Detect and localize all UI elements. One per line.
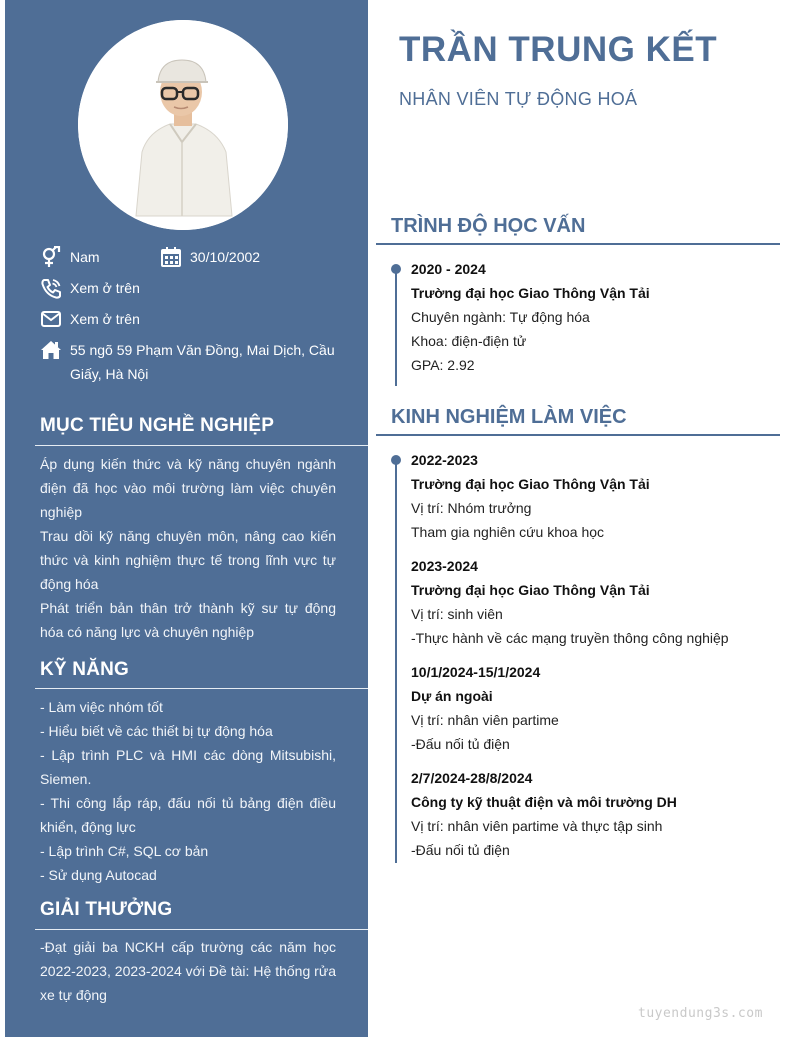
experience-position: Vị trí: sinh viên bbox=[411, 606, 503, 622]
education-entry bbox=[411, 257, 781, 377]
calendar-icon bbox=[160, 246, 182, 268]
skill-item: - Thi công lắp ráp, đấu nối tủ bảng điện điều khiển, động lực bbox=[40, 795, 336, 835]
experience-period: 2/7/2024-28/8/2024 bbox=[411, 770, 533, 786]
experience-entry bbox=[411, 448, 781, 544]
experience-desc: -Thực hành về các mạng truyền thông công nghiệp bbox=[411, 630, 729, 646]
education-timeline bbox=[395, 268, 397, 386]
awards-text: -Đạt giải ba NCKH cấp trường các năm học 2022-2023, 2023-2024 với Đề tài: Hệ thống rửa xe tự động bbox=[40, 939, 336, 1003]
objective-paragraph: Trau dồi kỹ năng chuyên môn, nâng cao kiến thức và kinh nghiệm thực tế trong lĩnh vực tự động hóa bbox=[40, 528, 336, 592]
experience-divider bbox=[376, 434, 780, 436]
skill-item: - Sử dụng Autocad bbox=[40, 867, 157, 883]
awards-divider bbox=[35, 929, 368, 930]
experience-entry bbox=[411, 554, 781, 650]
experience-heading: KINH NGHIỆM LÀM VIỆC bbox=[391, 406, 627, 428]
info-birthdate bbox=[160, 245, 260, 269]
gender-value: Nam bbox=[70, 249, 100, 265]
candidate-job-title: NHÂN VIÊN TỰ ĐỘNG HOÁ bbox=[399, 89, 638, 109]
education-timeline-dot bbox=[391, 264, 401, 274]
experience-period: 2022-2023 bbox=[411, 452, 478, 468]
education-school: Trường đại học Giao Thông Vận Tải bbox=[411, 285, 650, 301]
gender-icon bbox=[40, 246, 62, 268]
info-address bbox=[40, 338, 340, 386]
experience-period: 10/1/2024-15/1/2024 bbox=[411, 664, 541, 680]
education-gpa: GPA: 2.92 bbox=[411, 357, 475, 373]
avatar bbox=[78, 20, 288, 230]
education-major: Chuyên ngành: Tự động hóa bbox=[411, 309, 590, 325]
objective-divider bbox=[35, 445, 368, 446]
objective-heading: MỤC TIÊU NGHỀ NGHIỆP bbox=[40, 415, 275, 436]
skill-item: - Lập trình PLC và HMI các dòng Mitsubishi, Siemen. bbox=[40, 747, 336, 787]
envelope-icon bbox=[40, 308, 62, 330]
education-period: 2020 - 2024 bbox=[411, 261, 486, 277]
birthdate-value: 30/10/2002 bbox=[190, 249, 261, 265]
skill-item: - Làm việc nhóm tốt bbox=[40, 699, 163, 715]
experience-org: Công ty kỹ thuật điện và môi trường DH bbox=[411, 794, 677, 810]
experience-timeline-dot bbox=[391, 455, 401, 465]
awards-heading: GIẢI THƯỞNG bbox=[40, 899, 173, 920]
skills-divider bbox=[35, 688, 368, 689]
objective-paragraph: Phát triển bản thân trở thành kỹ sư tự động hóa có năng lực và chuyên nghiệp bbox=[40, 600, 336, 640]
info-email bbox=[40, 307, 140, 331]
sidebar bbox=[5, 0, 368, 1037]
skill-item: - Lập trình C#, SQL cơ bản bbox=[40, 843, 209, 859]
experience-org: Trường đại học Giao Thông Vận Tải bbox=[411, 476, 650, 492]
info-phone bbox=[40, 276, 140, 300]
experience-entry bbox=[411, 660, 781, 756]
experience-org: Trường đại học Giao Thông Vận Tải bbox=[411, 582, 650, 598]
experience-position: Vị trí: nhân viên partime bbox=[411, 712, 559, 728]
skills-list bbox=[40, 695, 336, 887]
education-divider bbox=[376, 243, 780, 245]
experience-timeline bbox=[395, 459, 397, 863]
avatar-photo bbox=[78, 20, 288, 230]
experience-period: 2023-2024 bbox=[411, 558, 478, 574]
phone-value: Xem ở trên bbox=[70, 280, 140, 296]
phone-icon bbox=[40, 277, 62, 299]
experience-org: Dự án ngoài bbox=[411, 688, 493, 704]
address-value: 55 ngõ 59 Phạm Văn Đồng, Mai Dịch, Cầu Giấy, Hà Nội bbox=[70, 342, 335, 382]
experience-position: Vị trí: nhân viên partime và thực tập sinh bbox=[411, 818, 663, 834]
info-gender bbox=[40, 245, 100, 269]
candidate-name: TRẦN TRUNG KẾT bbox=[399, 30, 718, 69]
education-heading: TRÌNH ĐỘ HỌC VẤN bbox=[391, 215, 586, 237]
objective-text bbox=[40, 452, 336, 644]
experience-desc: -Đấu nối tủ điện bbox=[411, 842, 510, 858]
experience-position: Vị trí: Nhóm trưởng bbox=[411, 500, 532, 516]
home-icon bbox=[40, 339, 62, 361]
objective-paragraph: Áp dụng kiến thức và kỹ năng chuyên ngành điện đã học vào môi trường làm việc chuyên nghiệp bbox=[40, 456, 336, 520]
watermark: tuyendung3s.com bbox=[638, 1006, 763, 1021]
experience-desc: -Đấu nối tủ điện bbox=[411, 736, 510, 752]
email-value: Xem ở trên bbox=[70, 311, 140, 327]
experience-entry bbox=[411, 766, 781, 862]
skills-heading: KỸ NĂNG bbox=[40, 659, 130, 680]
education-faculty: Khoa: điện-điện tử bbox=[411, 333, 527, 349]
skill-item: - Hiểu biết về các thiết bị tự động hóa bbox=[40, 723, 273, 739]
experience-desc: Tham gia nghiên cứu khoa học bbox=[411, 524, 605, 540]
